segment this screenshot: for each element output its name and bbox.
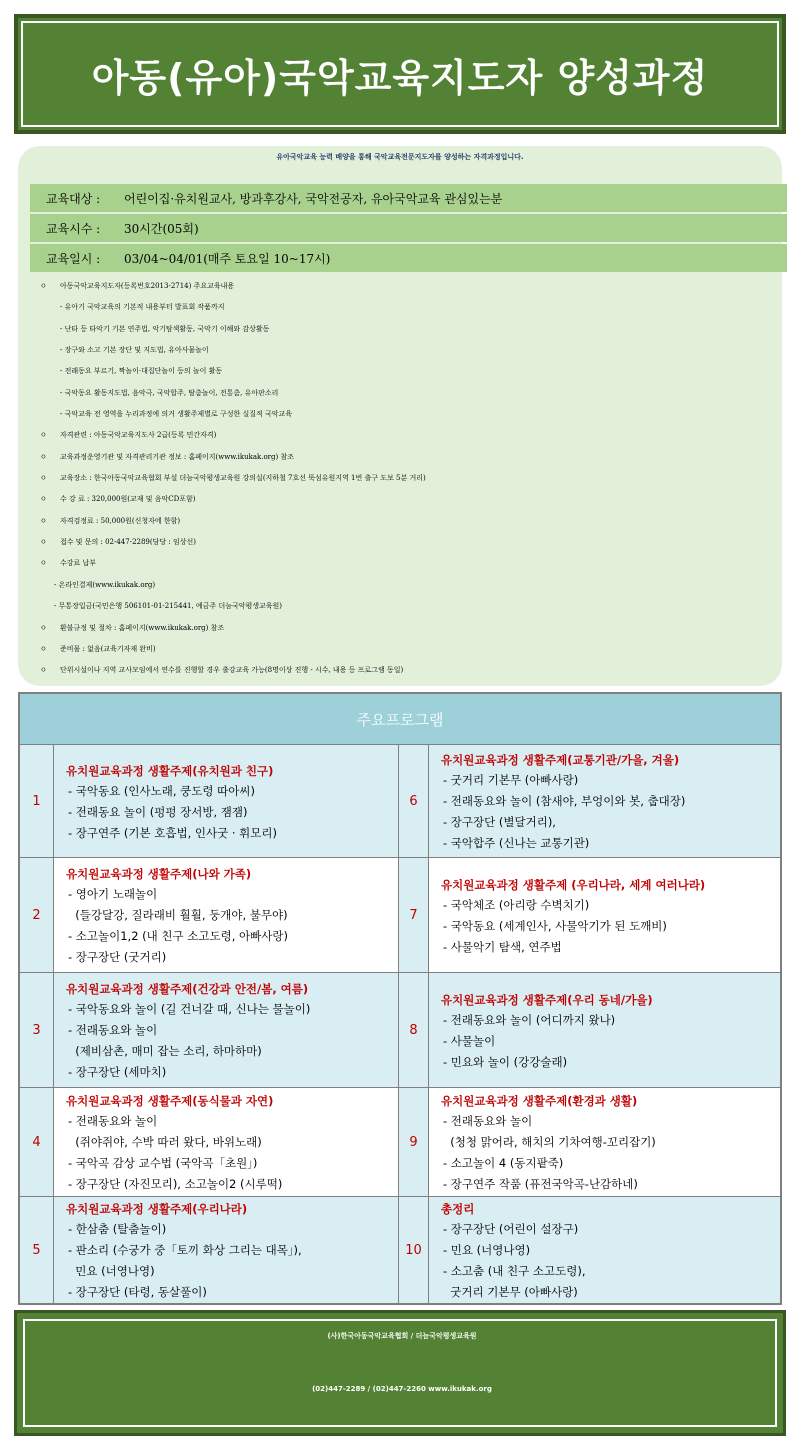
detail-text: 수 강 료 : 320,000원(교재 및 음악CD포함) — [60, 495, 196, 504]
session-item: 굿거리 기본무 (아빠사랑) — [443, 1285, 578, 1299]
bullet-glyph: ㅇ — [40, 666, 47, 675]
session-number: 7 — [399, 858, 429, 972]
session-content — [429, 1197, 780, 1303]
session-content — [54, 858, 399, 972]
session-item: - 소고놀이 4 (동지팥죽) — [443, 1156, 564, 1170]
session-number: 3 — [20, 973, 54, 1087]
detail-text: - 유아기 국악교육의 기본적 내용부터 발표회 작품까지 — [60, 303, 225, 312]
session-item: - 국악동요와 놀이 (길 건너갈 때, 신나는 물놀이) — [68, 1002, 311, 1016]
detail-text: 단위시설이나 지역 교사모임에서 연수를 진행할 경우 출강교육 가능(8명이상 진행 - 시수, 내용 등 프로그램 동일) — [60, 666, 404, 675]
footer-banner — [14, 1310, 786, 1436]
session-item: - 장구장단 (별달거리), — [443, 815, 556, 829]
session-item: (청청 맑어라, 해치의 기차여행-꼬리잡기) — [443, 1135, 656, 1149]
program-table — [18, 692, 782, 1305]
session-item: - 전래동요와 놀이 (참새야, 부엉이와 봇, 춥대장) — [443, 794, 686, 808]
summary-row-schedule — [30, 244, 787, 272]
detail-bullet-item — [34, 660, 782, 681]
session-item: (쥐야쥐야, 수박 따러 왔다, 바위노래) — [68, 1135, 262, 1149]
session-title: 유치원교육과정 생활주제(우리 동네/가을) — [441, 992, 653, 1007]
title-banner — [14, 14, 786, 134]
session-item: - 전래동요와 놀이 — [443, 1114, 533, 1128]
summary-row-target — [30, 184, 787, 212]
session-item: - 장구연주 (기본 호흡법, 인사굿 · 휘모리) — [68, 825, 278, 840]
session-item: - 사물놀이 — [443, 1033, 496, 1048]
session-item: - 전래동요와 놀이 — [68, 1023, 158, 1037]
session-number: 6 — [399, 745, 429, 857]
session-item: - 장구장단 (굿거리) — [68, 950, 167, 964]
session-item: - 장구장단 (어린이 설장구) — [443, 1222, 579, 1236]
session-title: 유치원교육과정 생활주제 (우리나라, 세계 여러나라) — [441, 877, 706, 892]
session-item: - 장구장단 (세마치) — [68, 1065, 167, 1079]
session-number: 1 — [20, 745, 54, 857]
program-row — [20, 973, 780, 1088]
session-item: - 장구연주 작품 (퓨전국악곡-난감하네) — [443, 1177, 638, 1191]
detail-text: 자격검정료 : 50,000원(신청자에 한함) — [60, 516, 181, 525]
session-item: - 전래동요와 놀이 (어디까지 왔나) — [443, 1012, 616, 1027]
session-content — [429, 745, 780, 857]
session-title: 유치원교육과정 생활주제(건강과 안전/봄, 여름) — [66, 982, 309, 996]
bullet-glyph: ㅇ — [40, 495, 47, 504]
detail-text: 교육과정운영기관 및 자격관리기관 정보 : 홈페이지(www.ikukak.org) 참조 — [60, 452, 294, 461]
detail-text: 아동국악교육지도자(등록번호2013-2714) 주요교육내용 — [60, 282, 235, 290]
detail-bullet-item — [34, 553, 782, 574]
bullet-glyph: ㅇ — [40, 559, 47, 568]
program-row — [20, 858, 780, 973]
session-number: 4 — [20, 1088, 54, 1196]
detail-text: 수강료 납부 — [60, 559, 97, 568]
detail-text: - 온라인결제(www.ikukak.org) — [54, 580, 156, 589]
session-title: 유치원교육과정 생활주제(동식물과 자연) — [66, 1094, 274, 1108]
detail-bullet-item — [34, 276, 782, 297]
detail-sub-item — [34, 404, 782, 425]
summary-value: 03/04~04/01(매주 토요일 10~17시) — [124, 251, 331, 266]
session-item: (들강달강, 질라래비 훨훨, 둥개야, 불무야) — [68, 908, 288, 922]
session-title: 유치원교육과정 생활주제(교통기관/가을, 겨울) — [441, 753, 680, 767]
program-row — [20, 1197, 780, 1303]
session-number: 2 — [20, 858, 54, 972]
session-item: - 소고춤 (내 친구 소고도령), — [443, 1264, 586, 1278]
detail-text: 환불규정 및 절차 : 홈페이지(www.ikukak.org) 참조 — [60, 623, 225, 632]
summary-label: 교육일시 : — [46, 251, 101, 266]
session-item: 민요 (너영나영) — [68, 1264, 155, 1278]
bullet-glyph: ㅇ — [40, 538, 47, 547]
session-number: 8 — [399, 973, 429, 1087]
session-item: - 판소리 (수궁가 중「토끼 화상 그리는 대목」), — [68, 1243, 302, 1257]
course-subtitle: 유아국악교육 능력 배양을 통해 국악교육전문지도자를 양성하는 자격과정입니다. — [276, 153, 524, 161]
detail-sub-item — [34, 297, 782, 318]
session-item: - 전래동요와 놀이 — [68, 1114, 158, 1128]
detail-text: 접수 및 문의 : 02-447-2289(담당 : 임상선) — [60, 538, 196, 547]
summary-label: 교육시수 : — [46, 221, 101, 236]
program-table-header: 주요프로그램 — [20, 694, 780, 745]
summary-value: 30시간(05회) — [124, 221, 199, 236]
session-content — [429, 973, 780, 1087]
detail-text: 준비물 : 없음(교육기자재 완비) — [60, 644, 156, 653]
footer-frame — [23, 1319, 777, 1427]
detail-text: - 난타 등 타악기 기본 연주법, 악기탐색활동, 국악기 이해와 감상활동 — [60, 324, 270, 333]
course-details-list — [34, 276, 782, 682]
session-item: (제비삼촌, 매미 잡는 소리, 하마하마) — [68, 1044, 262, 1058]
session-item: - 국악동요 (세계인사, 사물악기가 된 도깨비) — [443, 918, 667, 933]
session-content — [54, 745, 399, 857]
session-item: - 민요 (너영나영) — [443, 1243, 531, 1257]
session-title: 유치원교육과정 생활주제(환경과 생활) — [441, 1094, 638, 1108]
footer-organization: (사)한국아동국악교육협회 / 더늠국악평생교육원 — [327, 1332, 477, 1340]
session-item: - 사물악기 탐색, 연주법 — [443, 939, 562, 954]
session-content — [54, 1197, 399, 1303]
summary-value: 어린이집·유치원교사, 방과후강사, 국악전공자, 유아국악교육 관심있는분 — [124, 191, 503, 206]
detail-text: - 국악동요 활동지도법, 음악극, 국악합주, 탈춤놀이, 전통춤, 유아판소리 — [60, 388, 279, 397]
session-title: 유치원교육과정 생활주제(유치원과 친구) — [66, 763, 274, 778]
detail-text: 자격관련 : 아동국악교육지도사 2급(등록 민간자격) — [60, 431, 217, 440]
detail-bullet-item — [34, 618, 782, 639]
session-item: - 장구장단 (자진모리), 소고놀이2 (시루떡) — [68, 1177, 283, 1191]
session-item: - 한삼춤 (탈춤놀이) — [68, 1222, 167, 1236]
detail-sub-item — [34, 319, 782, 340]
session-content — [429, 858, 780, 972]
session-item: - 장구장단 (타령, 동살풀이) — [68, 1285, 207, 1299]
detail-sub-item — [34, 596, 782, 617]
session-item: - 국악합주 (신나는 교통기관) — [443, 836, 590, 850]
course-info-panel — [18, 146, 782, 686]
session-number: 9 — [399, 1088, 429, 1196]
session-number: 5 — [20, 1197, 54, 1303]
detail-text: - 국악교육 전 영역을 누리과정에 의거 생활주제별로 구성한 실질적 국악교육 — [60, 410, 293, 419]
detail-bullet-item — [34, 639, 782, 660]
summary-row-hours — [30, 214, 787, 242]
bullet-glyph: ㅇ — [40, 644, 47, 653]
detail-bullet-item — [34, 447, 782, 468]
detail-bullet-item — [34, 511, 782, 532]
detail-sub-item — [34, 575, 782, 596]
session-item: - 굿거리 기본무 (아빠사랑) — [443, 773, 579, 787]
bullet-glyph: ㅇ — [40, 516, 47, 525]
session-number: 10 — [399, 1197, 429, 1303]
detail-text: - 장구와 소고 기본 장단 및 지도법, 유아사물놀이 — [60, 346, 209, 355]
session-content — [429, 1088, 780, 1196]
session-item: - 소고놀이1,2 (내 친구 소고도령, 아빠사랑) — [68, 929, 288, 943]
footer-contact: (02)447-2289 / (02)447-2260 www.ikukak.org — [312, 1385, 492, 1393]
bullet-glyph: ㅇ — [40, 452, 47, 461]
program-row — [20, 745, 780, 858]
session-title: 유치원교육과정 생활주제(나와 가족) — [66, 867, 252, 881]
session-content — [54, 973, 399, 1087]
bullet-glyph: ㅇ — [40, 431, 47, 440]
session-item: - 국악동요 (인사노래, 쿵도령 따아씨) — [68, 783, 255, 798]
session-content — [54, 1088, 399, 1196]
bullet-glyph: ㅇ — [40, 623, 47, 632]
session-item: - 국악체조 (아리랑 수벽치기) — [443, 897, 590, 912]
session-item: - 민요와 놀이 (강강술래) — [443, 1054, 568, 1069]
detail-text: 교육장소 : 한국아동국악교육협회 부설 더늠국악평생교육원 강의실(지하철 7호선 뚝섬유원지역 1번 출구 도보 5분 거리) — [60, 474, 426, 483]
page-title: 아동(유아)국악교육지도자 양성과정 — [91, 55, 709, 100]
bullet-glyph: ㅇ — [40, 282, 47, 290]
detail-sub-item — [34, 340, 782, 361]
detail-text: - 전래동요 부르기, 짝놀이·대집단놀이 등의 놀이 활동 — [60, 367, 223, 376]
session-item: - 영아기 노래놀이 — [68, 887, 158, 901]
detail-sub-item — [34, 361, 782, 382]
detail-bullet-item — [34, 489, 782, 510]
detail-text: - 무통장입금(국민은행 506101-01-215441, 예금주 더늠국악평생교육원) — [54, 602, 283, 611]
detail-bullet-item — [34, 468, 782, 489]
detail-sub-item — [34, 383, 782, 404]
session-title: 총정리 — [441, 1202, 475, 1216]
bullet-glyph: ㅇ — [40, 474, 47, 483]
summary-label: 교육대상 : — [46, 191, 101, 206]
program-row — [20, 1088, 780, 1197]
session-title: 유치원교육과정 생활주제(우리나라) — [66, 1202, 248, 1216]
session-item: - 전래동요 놀이 (펑펑 장서방, 잼잼) — [68, 804, 248, 819]
title-frame — [21, 21, 779, 127]
detail-bullet-item — [34, 425, 782, 446]
session-item: - 국악곡 감상 교수법 (국악곡「초원」) — [68, 1156, 258, 1170]
detail-bullet-item — [34, 532, 782, 553]
